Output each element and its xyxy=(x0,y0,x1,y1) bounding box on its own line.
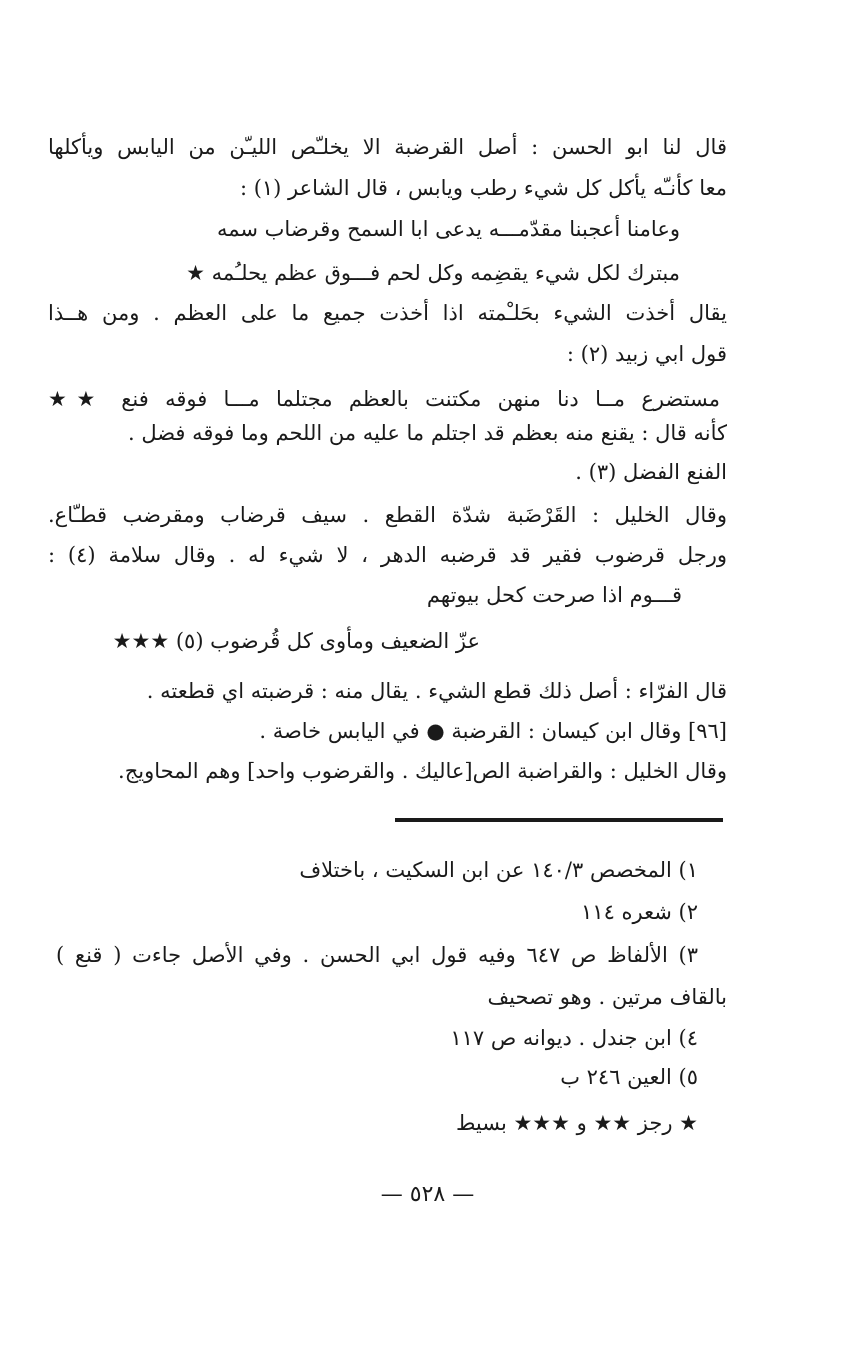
footnote: ٤) ابن جندل . ديوانه ص ١١٧ xyxy=(450,1026,698,1050)
verse-line: عزّ الضعيف ومأوى كل قُرضوب (٥) ★★★ xyxy=(112,629,480,653)
footnote: ٥) العين ٢٤٦ ب xyxy=(560,1065,698,1089)
text-line: قال لنا ابو الحسن : أصل القرضبة الا يخلـّص الليـّن من اليابس ويأكلها xyxy=(48,135,727,159)
text-line: وقال الخليل : والقراضبة الص[عاليك . والقرضوب واحد] وهم المحاويج. xyxy=(118,759,727,783)
footnote: ٢) شعره ١١٤ xyxy=(581,900,698,924)
meter-legend: ★ رجز ★★ و ★★★ بسيط xyxy=(455,1111,698,1135)
text-line: ورجل قرضوب فقير قد قرضبه الدهر ، لا شيء له . وقال سلامة (٤) : xyxy=(48,543,727,567)
verse-line: مبترك لكل شيء يقضِمه وكل لحم فـــوق عظم يحلـُمه ★ xyxy=(186,261,680,285)
text-line: معا كأنـّه يأكل كل شيء رطب ويابس ، قال الشاعر (١) : xyxy=(239,176,727,200)
verse-line: وعامنا أعجبنا مقدّمـــه يدعى ابا السمح وقرضاب سمه xyxy=(216,217,680,241)
text-line: [٩٦] وقال ابن كيسان : القرضبة ● في اليابس خاصة . xyxy=(259,719,727,743)
text-line: قول ابي زبيد (٢) : xyxy=(566,342,727,366)
verse-line: مستضرع مــا دنا منهن مكتنت بالعظم مجتلما مـــا فوقه فنع ★★ xyxy=(48,387,720,411)
verse-line: قـــوم اذا صرحت كحل بيوتهم xyxy=(426,583,682,607)
page-number: — ٥٢٨ — xyxy=(380,1182,475,1207)
footnote: ٣) الألفاظ ص ٦٤٧ وفيه قول ابي الحسن . وفي الأصل جاءت ( قنع ) xyxy=(56,943,699,967)
text-line: وقال الخليل : القَرْضَبة شدّة القطع . سيف قرضاب ومقرضب قطـّاع. xyxy=(48,503,727,527)
text-line: كأنه قال : يقنع منه بعظم قد اجتلم ما عليه من اللحم وما فوقه فضل . xyxy=(127,421,727,445)
text-line: قال الفرّاء : أصل ذلك قطع الشيء . يقال منه : قرضبته اي قطعته . xyxy=(146,679,727,703)
text-line: يقال أخذت الشيء بحَلـْمته اذا أخذت جميع ما على العظم . ومن هــذا xyxy=(48,301,727,325)
footnote-continued: بالقاف مرتين . وهو تصحيف xyxy=(487,985,727,1009)
footnote-separator xyxy=(395,818,723,822)
text-line: الفنع الفضل (٣) . xyxy=(575,460,727,484)
footnote: ١) المخصص ١٤٠/٣ عن ابن السكيت ، باختلاف xyxy=(299,858,698,882)
